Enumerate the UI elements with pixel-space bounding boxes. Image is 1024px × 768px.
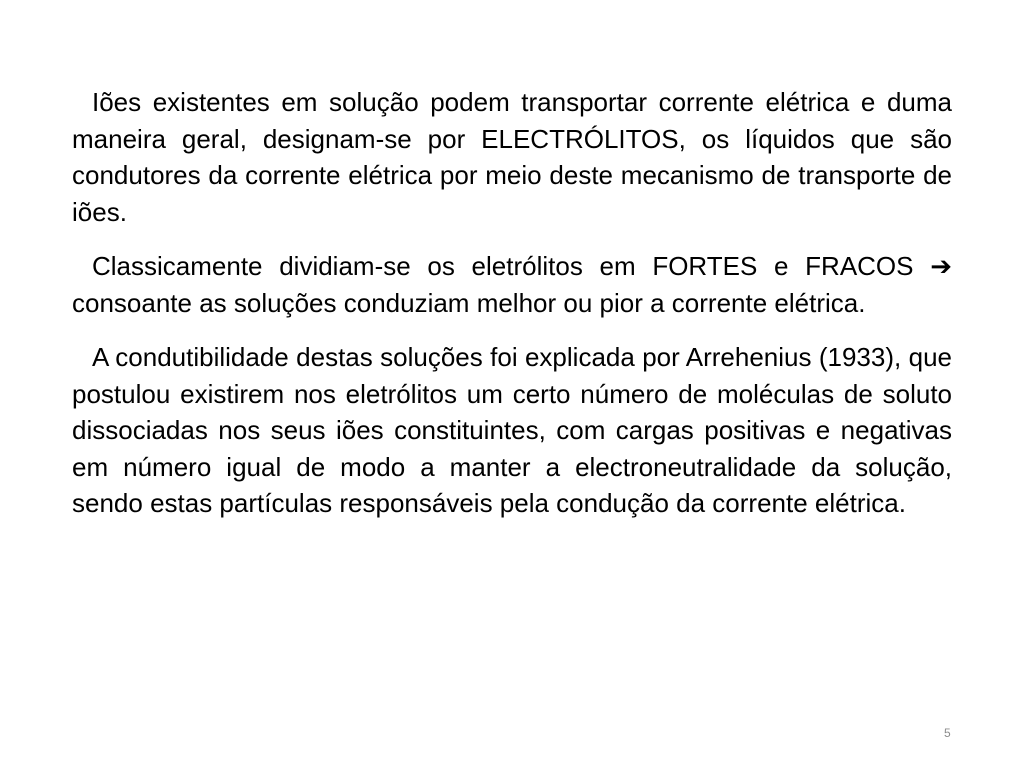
page-number: 5 [944,726,951,740]
paragraph-text-before-arrow: Classicamente dividiam-se os eletrólitos em FORTES e FRACOS [92,251,931,281]
paragraph-ions-electrolytes: Iões existentes em solução podem transportar corrente elétrica e duma maneira geral, designam-se por ELECTRÓLITOS, os líquidos que são condutores da corrente elétrica por meio deste mecanismo de transporte de iões. [72,87,952,227]
paragraph-arrhenius-theory: A condutibilidade destas soluções foi explicada por Arrehenius (1933), que postulou existirem nos eletrólitos um certo número de moléculas de soluto dissociadas nos seus iões constituintes, com cargas positivas e negativas em número igual de modo a manter a electroneutralidade da solução, sendo estas partículas responsáveis pela condução da corrente elétrica. [72,342,952,518]
arrow-right-icon: ➔ [930,251,952,281]
slide-body [72,84,952,522]
paragraph-strong-weak-electrolytes [72,248,952,321]
paragraph-text-after-arrow: consoante as soluções conduziam melhor ou pior a corrente elétrica. [72,287,866,318]
